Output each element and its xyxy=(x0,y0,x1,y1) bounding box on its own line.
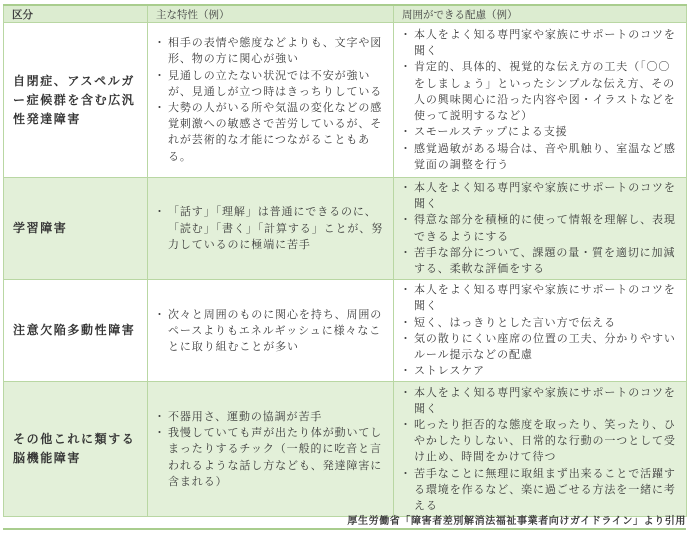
category-cell: 学習障害 xyxy=(4,178,148,280)
list-item: ・ 短く、はっきりとした言い方で伝える xyxy=(402,315,680,331)
considerations-list xyxy=(402,180,680,277)
table-header-row xyxy=(4,5,687,23)
considerations-list xyxy=(402,282,680,379)
traits-list xyxy=(156,307,387,356)
considerations-list xyxy=(402,27,680,173)
list-item: ・ 本人をよく知る専門家や家族にサポートのコツを聞く xyxy=(402,180,680,212)
considerations-cell xyxy=(394,178,687,280)
list-item: ・ 大勢の人がいる所や気温の変化などの感覚刺激への敏感さで苦労しているが、それが芸術的な才能につながることもある。 xyxy=(156,100,387,165)
considerations-list xyxy=(402,385,680,515)
traits-cell xyxy=(148,23,394,178)
list-item: ・ 叱ったり拒否的な態度を取ったり、笑ったり、ひやかしたりしない、日常的な行動の一つとして受け止め、時間をかけて待つ xyxy=(402,417,680,466)
table-row-autism xyxy=(4,23,687,178)
table-row-other xyxy=(4,382,687,517)
header-considerations: 周囲ができる配慮（例） xyxy=(394,5,687,23)
list-item: ・ 相手の表情や態度などよりも、文字や図形、物の方に関心が強い xyxy=(156,35,387,67)
list-item: ・ 「話す」「理解」は普通にできるのに、「読む」「書く」「計算する」ことが、努力しているのに極端に苦手 xyxy=(156,204,387,253)
list-item: ・ ストレスケア xyxy=(402,363,680,379)
traits-cell xyxy=(148,382,394,517)
list-item: ・ 苦手な部分について、課題の量・質を適切に加減する、柔軟な評価をする xyxy=(402,245,680,277)
table-row-learning xyxy=(4,178,687,280)
citation-text: 厚生労働省「障害者差別解消法福祉事業者向けガイドライン」より引用 xyxy=(347,516,686,527)
category-cell: その他これに類する脳機能障害 xyxy=(4,382,148,517)
list-item: ・ 次々と周囲のものに関心を持ち、周囲のペースよりもエネルギッシュに様々なことに取り組むことが多い xyxy=(156,307,387,356)
list-item: ・ 肯定的、具体的、視覚的な伝え方の工夫（「〇〇をしましょう」といったシンプルな伝え方、その人の興味関心に沿った内容や図・イラストなどを使って説明するなど） xyxy=(402,59,680,124)
list-item: ・ 我慢していても声が出たり体が動いてしまったりするチック（一般的に吃音と言われるような話し方なども、発達障害に含まれる） xyxy=(156,425,387,490)
list-item: ・ 気の散りにくい座席の位置の工夫、分かりやすいルール提示などの配慮 xyxy=(402,331,680,363)
list-item: ・ 苦手なことに無理に取組まず出来ることで活躍する環境を作るなど、楽に過ごせる方法を一緒に考える xyxy=(402,466,680,515)
traits-cell xyxy=(148,280,394,382)
bottom-divider xyxy=(3,528,686,530)
considerations-cell xyxy=(394,23,687,178)
header-traits: 主な特性（例） xyxy=(148,5,394,23)
list-item: ・ 本人をよく知る専門家や家族にサポートのコツを聞く xyxy=(402,282,680,314)
category-cell: 自閉症、アスペルガー症候群を含む広汎性発達障害 xyxy=(4,23,148,178)
category-cell: 注意欠陥多動性障害 xyxy=(4,280,148,382)
traits-list xyxy=(156,204,387,253)
considerations-cell xyxy=(394,382,687,517)
developmental-disorders-table xyxy=(3,4,687,517)
list-item: ・ 感覚過敏がある場合は、音や肌触り、室温など感覚面の調整を行う xyxy=(402,141,680,173)
list-item: ・ スモールステップによる支援 xyxy=(402,124,680,140)
list-item: ・ 見通しの立たない状況では不安が強いが、見通しが立つ時はきっちりしている xyxy=(156,68,387,100)
header-category: 区分 xyxy=(4,5,148,23)
traits-cell xyxy=(148,178,394,280)
list-item: ・ 本人をよく知る専門家や家族にサポートのコツを聞く xyxy=(402,27,680,59)
table-row-adhd xyxy=(4,280,687,382)
list-item: ・ 不器用さ、運動の協調が苦手 xyxy=(156,409,387,425)
list-item: ・ 本人をよく知る専門家や家族にサポートのコツを聞く xyxy=(402,385,680,417)
list-item: ・ 得意な部分を積極的に使って情報を理解し、表現できるようにする xyxy=(402,212,680,244)
traits-list xyxy=(156,409,387,490)
traits-list xyxy=(156,35,387,165)
considerations-cell xyxy=(394,280,687,382)
